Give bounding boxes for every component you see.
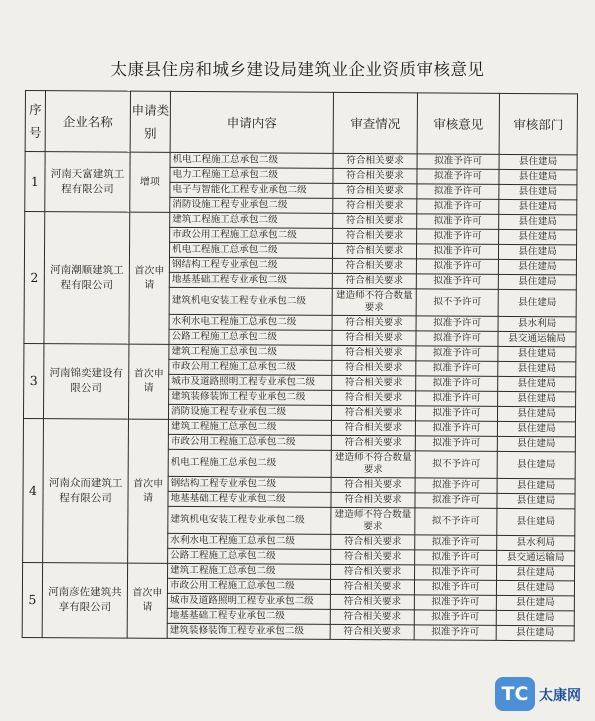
- review-department: 县住建局: [499, 214, 577, 229]
- review-department: 县住建局: [498, 259, 576, 274]
- review-department: 县住建局: [498, 274, 576, 289]
- header-company: 企业名称: [45, 91, 130, 153]
- review-status: 符合相关要求: [333, 168, 417, 184]
- review-status: 符合相关要求: [331, 549, 415, 565]
- watermark-text: 太康网: [539, 688, 581, 704]
- header-review: 审查情况: [333, 92, 417, 154]
- review-status: 符合相关要求: [331, 492, 415, 508]
- review-department: 县交通运输局: [497, 550, 575, 565]
- review-status: 符合相关要求: [333, 198, 417, 214]
- header-department: 审核部门: [499, 93, 577, 154]
- review-department: 县住建局: [499, 184, 577, 199]
- entry-seq: 4: [23, 418, 44, 562]
- header-content: 申请内容: [170, 91, 333, 153]
- review-opinion: 拟准予许可: [415, 436, 497, 452]
- application-content: 电子与智能化工程专业承包二级: [170, 182, 333, 198]
- review-department: 县住建局: [498, 391, 576, 406]
- table-row: [23, 562, 575, 580]
- review-department: 县住建局: [499, 154, 577, 169]
- application-content: 地基基础工程专业承包二级: [168, 491, 331, 507]
- application-content: 城市及道路照明工程专业承包二级: [169, 374, 332, 390]
- review-department: 县住建局: [497, 436, 575, 451]
- review-status: 符合相关要求: [332, 273, 416, 289]
- review-opinion: 拟准予许可: [414, 610, 496, 626]
- review-department: 县住建局: [496, 610, 574, 625]
- review-status: 符合相关要求: [331, 534, 415, 550]
- review-opinion: 拟准予许可: [415, 421, 497, 437]
- review-department: 县住建局: [498, 346, 576, 361]
- review-department: 县住建局: [497, 565, 575, 580]
- application-content: 地基基础工程专业承包二级: [169, 272, 332, 288]
- review-opinion: 拟准予许可: [417, 214, 499, 230]
- review-status: 符合相关要求: [330, 609, 414, 625]
- document-title: 太康县住房和城乡建设局建筑业企业资质审核意见: [110, 60, 485, 79]
- review-status: 符合相关要求: [332, 330, 416, 346]
- review-opinion: 拟准予许可: [417, 184, 499, 200]
- review-opinion: 拟准予许可: [417, 154, 499, 170]
- company-name: 河南锦奕建设有限公司: [43, 344, 128, 420]
- review-department: 县水利局: [498, 316, 576, 331]
- review-opinion: 拟准予许可: [414, 580, 496, 596]
- review-opinion: 拟准予许可: [416, 316, 498, 332]
- header-seq: 序号: [25, 91, 45, 152]
- table-row: [24, 343, 576, 361]
- application-content: 钢结构工程专业承包二级: [169, 257, 332, 273]
- review-opinion: 拟准予许可: [417, 169, 499, 185]
- review-status: 建造师不符合数量要求: [331, 507, 415, 535]
- application-content: 市政公用工程施工总承包二级: [168, 434, 331, 450]
- application-content: 建筑机电安装工程专业承包二级: [169, 287, 332, 315]
- review-department: 县住建局: [498, 244, 576, 259]
- application-content: 水利水电工程施工总承包二级: [168, 533, 331, 549]
- review-status: 符合相关要求: [333, 183, 417, 199]
- review-department: 县交通运输局: [498, 331, 576, 346]
- application-content: 公路工程施工总承包二级: [169, 329, 332, 345]
- review-status: 符合相关要求: [333, 228, 417, 244]
- review-department: 县住建局: [499, 199, 577, 214]
- review-status: 符合相关要求: [332, 243, 416, 259]
- application-category: 首次申请: [128, 419, 169, 563]
- review-opinion: 拟准予许可: [415, 565, 497, 581]
- review-department: 县住建局: [496, 625, 574, 640]
- table-row: [25, 152, 577, 170]
- application-content: 机电工程施工总承包二级: [170, 152, 333, 168]
- review-status: 符合相关要求: [331, 564, 415, 580]
- application-content: 城市及道路照明工程专业承包二级: [167, 593, 330, 609]
- review-department: 县住建局: [497, 508, 575, 535]
- application-content: 地基基础工程专业承包二级: [167, 608, 330, 624]
- company-name: 河南彦佐建筑共享有限公司: [42, 563, 127, 639]
- application-content: 机电工程施工总承包二级: [168, 449, 331, 477]
- review-status: 符合相关要求: [333, 153, 417, 169]
- review-status: 符合相关要求: [332, 375, 416, 391]
- application-category: 首次申请: [129, 212, 170, 344]
- review-status: 符合相关要求: [330, 594, 414, 610]
- entry-seq: 3: [23, 343, 43, 418]
- review-status: 建造师不符合数量要求: [331, 450, 415, 478]
- table-body: [22, 152, 577, 641]
- application-content: 公路工程施工总承包二级: [168, 548, 331, 564]
- review-department: 县住建局: [497, 406, 575, 421]
- application-content: 市政公用工程施工总承包二级: [169, 359, 332, 375]
- review-status: 符合相关要求: [332, 390, 416, 406]
- review-opinion: 拟准予许可: [415, 478, 497, 494]
- application-content: 建筑工程施工总承包二级: [169, 344, 332, 360]
- review-department: 县住建局: [498, 289, 576, 316]
- review-opinion: 拟准予许可: [415, 406, 497, 422]
- review-opinion: 拟准予许可: [416, 376, 498, 392]
- review-department: 县住建局: [497, 493, 575, 508]
- review-status: 符合相关要求: [332, 360, 416, 376]
- application-content: 机电工程施工总承包二级: [169, 242, 332, 258]
- company-name: 河南天富建筑工程有限公司: [45, 152, 130, 213]
- header-opinion: 审核意见: [417, 93, 499, 154]
- review-department: 县住建局: [498, 361, 576, 376]
- review-status: 符合相关要求: [331, 477, 415, 493]
- review-opinion: 拟不予许可: [415, 508, 497, 536]
- table-header-row: [25, 91, 577, 155]
- application-content: 建筑工程施工总承包二级: [168, 419, 331, 435]
- review-opinion: 拟准予许可: [416, 346, 498, 362]
- application-content: 市政公用工程施工总承包二级: [167, 578, 330, 594]
- review-opinion: 拟准予许可: [414, 595, 496, 611]
- review-opinion: 拟准予许可: [415, 493, 497, 509]
- application-content: 水利水电工程施工总承包二级: [169, 314, 332, 330]
- review-opinion: 拟不予许可: [415, 451, 497, 479]
- application-content: 市政公用工程施工总承包二级: [170, 227, 333, 243]
- review-department: 县住建局: [496, 580, 574, 595]
- review-opinion: 拟准予许可: [417, 229, 499, 245]
- review-status: 符合相关要求: [333, 213, 417, 229]
- application-content: 建筑工程施工总承包二级: [170, 212, 333, 228]
- review-opinion: 拟准予许可: [417, 199, 499, 215]
- review-department: 县住建局: [497, 451, 575, 478]
- application-category: 增项: [130, 152, 170, 212]
- review-status: 建造师不符合数量要求: [332, 288, 416, 316]
- company-name: 河南众而建筑工程有限公司: [43, 419, 129, 564]
- application-content: 建筑工程施工总承包二级: [168, 563, 331, 579]
- review-department: 县住建局: [499, 169, 577, 184]
- review-opinion: 拟准予许可: [416, 361, 498, 377]
- review-opinion: 拟准予许可: [415, 535, 497, 551]
- table-row: [25, 212, 577, 230]
- review-opinion: 拟准予许可: [416, 259, 498, 275]
- review-department: 县住建局: [498, 376, 576, 391]
- review-opinion: 拟准予许可: [416, 274, 498, 290]
- site-watermark: [495, 675, 587, 715]
- review-status: 符合相关要求: [331, 405, 415, 421]
- review-status: 符合相关要求: [332, 315, 416, 331]
- header-category: 申请类别: [130, 91, 170, 152]
- entry-seq: 2: [24, 212, 45, 344]
- entry-seq: 5: [22, 562, 42, 637]
- review-status: 符合相关要求: [331, 420, 415, 436]
- company-name: 河南潮顺建筑工程有限公司: [44, 212, 130, 345]
- review-status: 符合相关要求: [330, 579, 414, 595]
- review-opinion: 拟不予许可: [416, 289, 498, 317]
- review-status: 符合相关要求: [332, 258, 416, 274]
- review-status: 符合相关要求: [330, 624, 414, 640]
- application-content: 钢结构工程专业承包二级: [168, 476, 331, 492]
- application-content: 电力工程施工总承包二级: [170, 167, 333, 183]
- review-opinion: 拟准予许可: [414, 625, 496, 641]
- review-opinion: 拟准予许可: [415, 550, 497, 566]
- watermark-logo-icon: TC: [495, 677, 535, 711]
- review-department: 县住建局: [497, 478, 575, 493]
- review-table: [22, 90, 578, 641]
- review-department: 县住建局: [499, 229, 577, 244]
- review-department: 县住建局: [497, 421, 575, 436]
- application-content: 消防设施工程专业承包二级: [170, 197, 333, 213]
- entry-seq: 1: [25, 152, 45, 212]
- review-opinion: 拟准予许可: [416, 391, 498, 407]
- table-row: [23, 418, 575, 436]
- application-content: 建筑机电安装工程专业承包二级: [168, 506, 331, 534]
- review-opinion: 拟准予许可: [416, 331, 498, 347]
- review-status: 符合相关要求: [332, 345, 416, 361]
- review-opinion: 拟准予许可: [416, 244, 498, 260]
- review-department: 县住建局: [496, 595, 574, 610]
- application-content: 建筑装修装饰工程专业承包二级: [169, 389, 332, 405]
- application-content: 建筑装修装饰工程专业承包二级: [167, 623, 330, 639]
- application-content: 消防设施工程专业承包二级: [168, 404, 331, 420]
- application-category: 首次申请: [127, 563, 167, 638]
- application-category: 首次申请: [128, 344, 168, 419]
- review-department: 县水利局: [497, 535, 575, 550]
- review-status: 符合相关要求: [331, 435, 415, 451]
